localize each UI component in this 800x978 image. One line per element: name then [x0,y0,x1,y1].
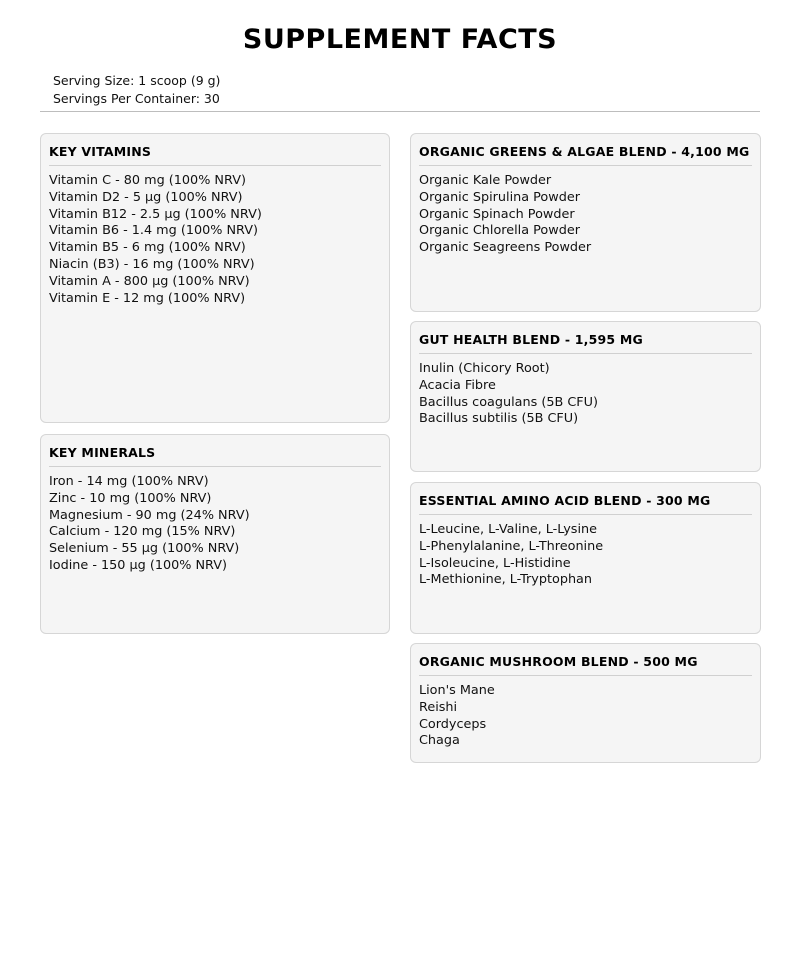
list-item: Iodine - 150 µg (100% NRV) [49,557,228,573]
list-item: Inulin (Chicory Root) [419,361,550,376]
list-item: Reishi [419,699,458,715]
list-item: Iron - 14 mg (100% NRV) [49,474,209,489]
list-item: Vitamin E - 12 mg (100% NRV) [49,290,246,306]
list-item: Chaga [419,733,460,749]
list-item: Vitamin D2 - 5 µg (100% NRV) [49,189,243,205]
servings-per-container: Servings Per Container: 30 [53,91,220,106]
list-item: Vitamin B12 - 2.5 µg (100% NRV) [49,206,262,222]
panel-title: KEY VITAMINS [49,144,381,166]
header-divider [40,111,760,112]
panel-title: KEY MINERALS [49,445,381,467]
panel-title: ORGANIC MUSHROOM BLEND - 500 MG [419,654,752,676]
list-item: Calcium - 120 mg (15% NRV) [49,524,236,540]
greens-algae-blend-panel [410,133,761,312]
list-item: Organic Spirulina Powder [419,189,580,205]
list-item: L-Leucine, L-Valine, L-Lysine [419,522,597,537]
list-item: Niacin (B3) - 16 mg (100% NRV) [49,256,255,272]
list-item: Vitamin B5 - 6 mg (100% NRV) [49,240,246,256]
list-item: Vitamin C - 80 mg (100% NRV) [49,173,246,188]
panel-title: GUT HEALTH BLEND - 1,595 MG [419,332,752,354]
list-item: Organic Spinach Powder [419,206,575,222]
key-minerals-panel [40,434,390,634]
list-item: Bacillus subtilis (5B CFU) [419,411,579,427]
panel-title: ESSENTIAL AMINO ACID BLEND - 300 MG [419,493,752,515]
list-item: Selenium - 55 µg (100% NRV) [49,541,240,557]
list-item: Organic Kale Powder [419,173,552,188]
list-item: Organic Seagreens Powder [419,240,592,256]
list-item: Magnesium - 90 mg (24% NRV) [49,507,250,523]
list-item: Organic Chlorella Powder [419,223,580,239]
key-vitamins-panel [40,133,390,423]
list-item: L-Methionine, L-Tryptophan [419,572,593,588]
gut-health-blend-panel [410,321,761,472]
serving-size: Serving Size: 1 scoop (9 g) [53,73,221,88]
list-item: Acacia Fibre [419,377,496,393]
page-title: SUPPLEMENT FACTS [242,24,558,55]
list-item: Zinc - 10 mg (100% NRV) [49,490,212,506]
list-item: Cordyceps [419,716,487,732]
panel-title: ORGANIC GREENS & ALGAE BLEND - 4,100 MG [419,144,752,166]
list-item: Bacillus coagulans (5B CFU) [419,394,598,410]
list-item: L-Isoleucine, L-Histidine [419,555,571,571]
list-item: L-Phenylalanine, L-Threonine [419,538,604,554]
list-item: Vitamin A - 800 µg (100% NRV) [49,273,250,289]
list-item: Vitamin B6 - 1.4 mg (100% NRV) [49,223,258,239]
mushroom-blend-panel [410,643,761,763]
list-item: Lion's Mane [419,683,495,698]
amino-acid-blend-panel [410,482,761,634]
